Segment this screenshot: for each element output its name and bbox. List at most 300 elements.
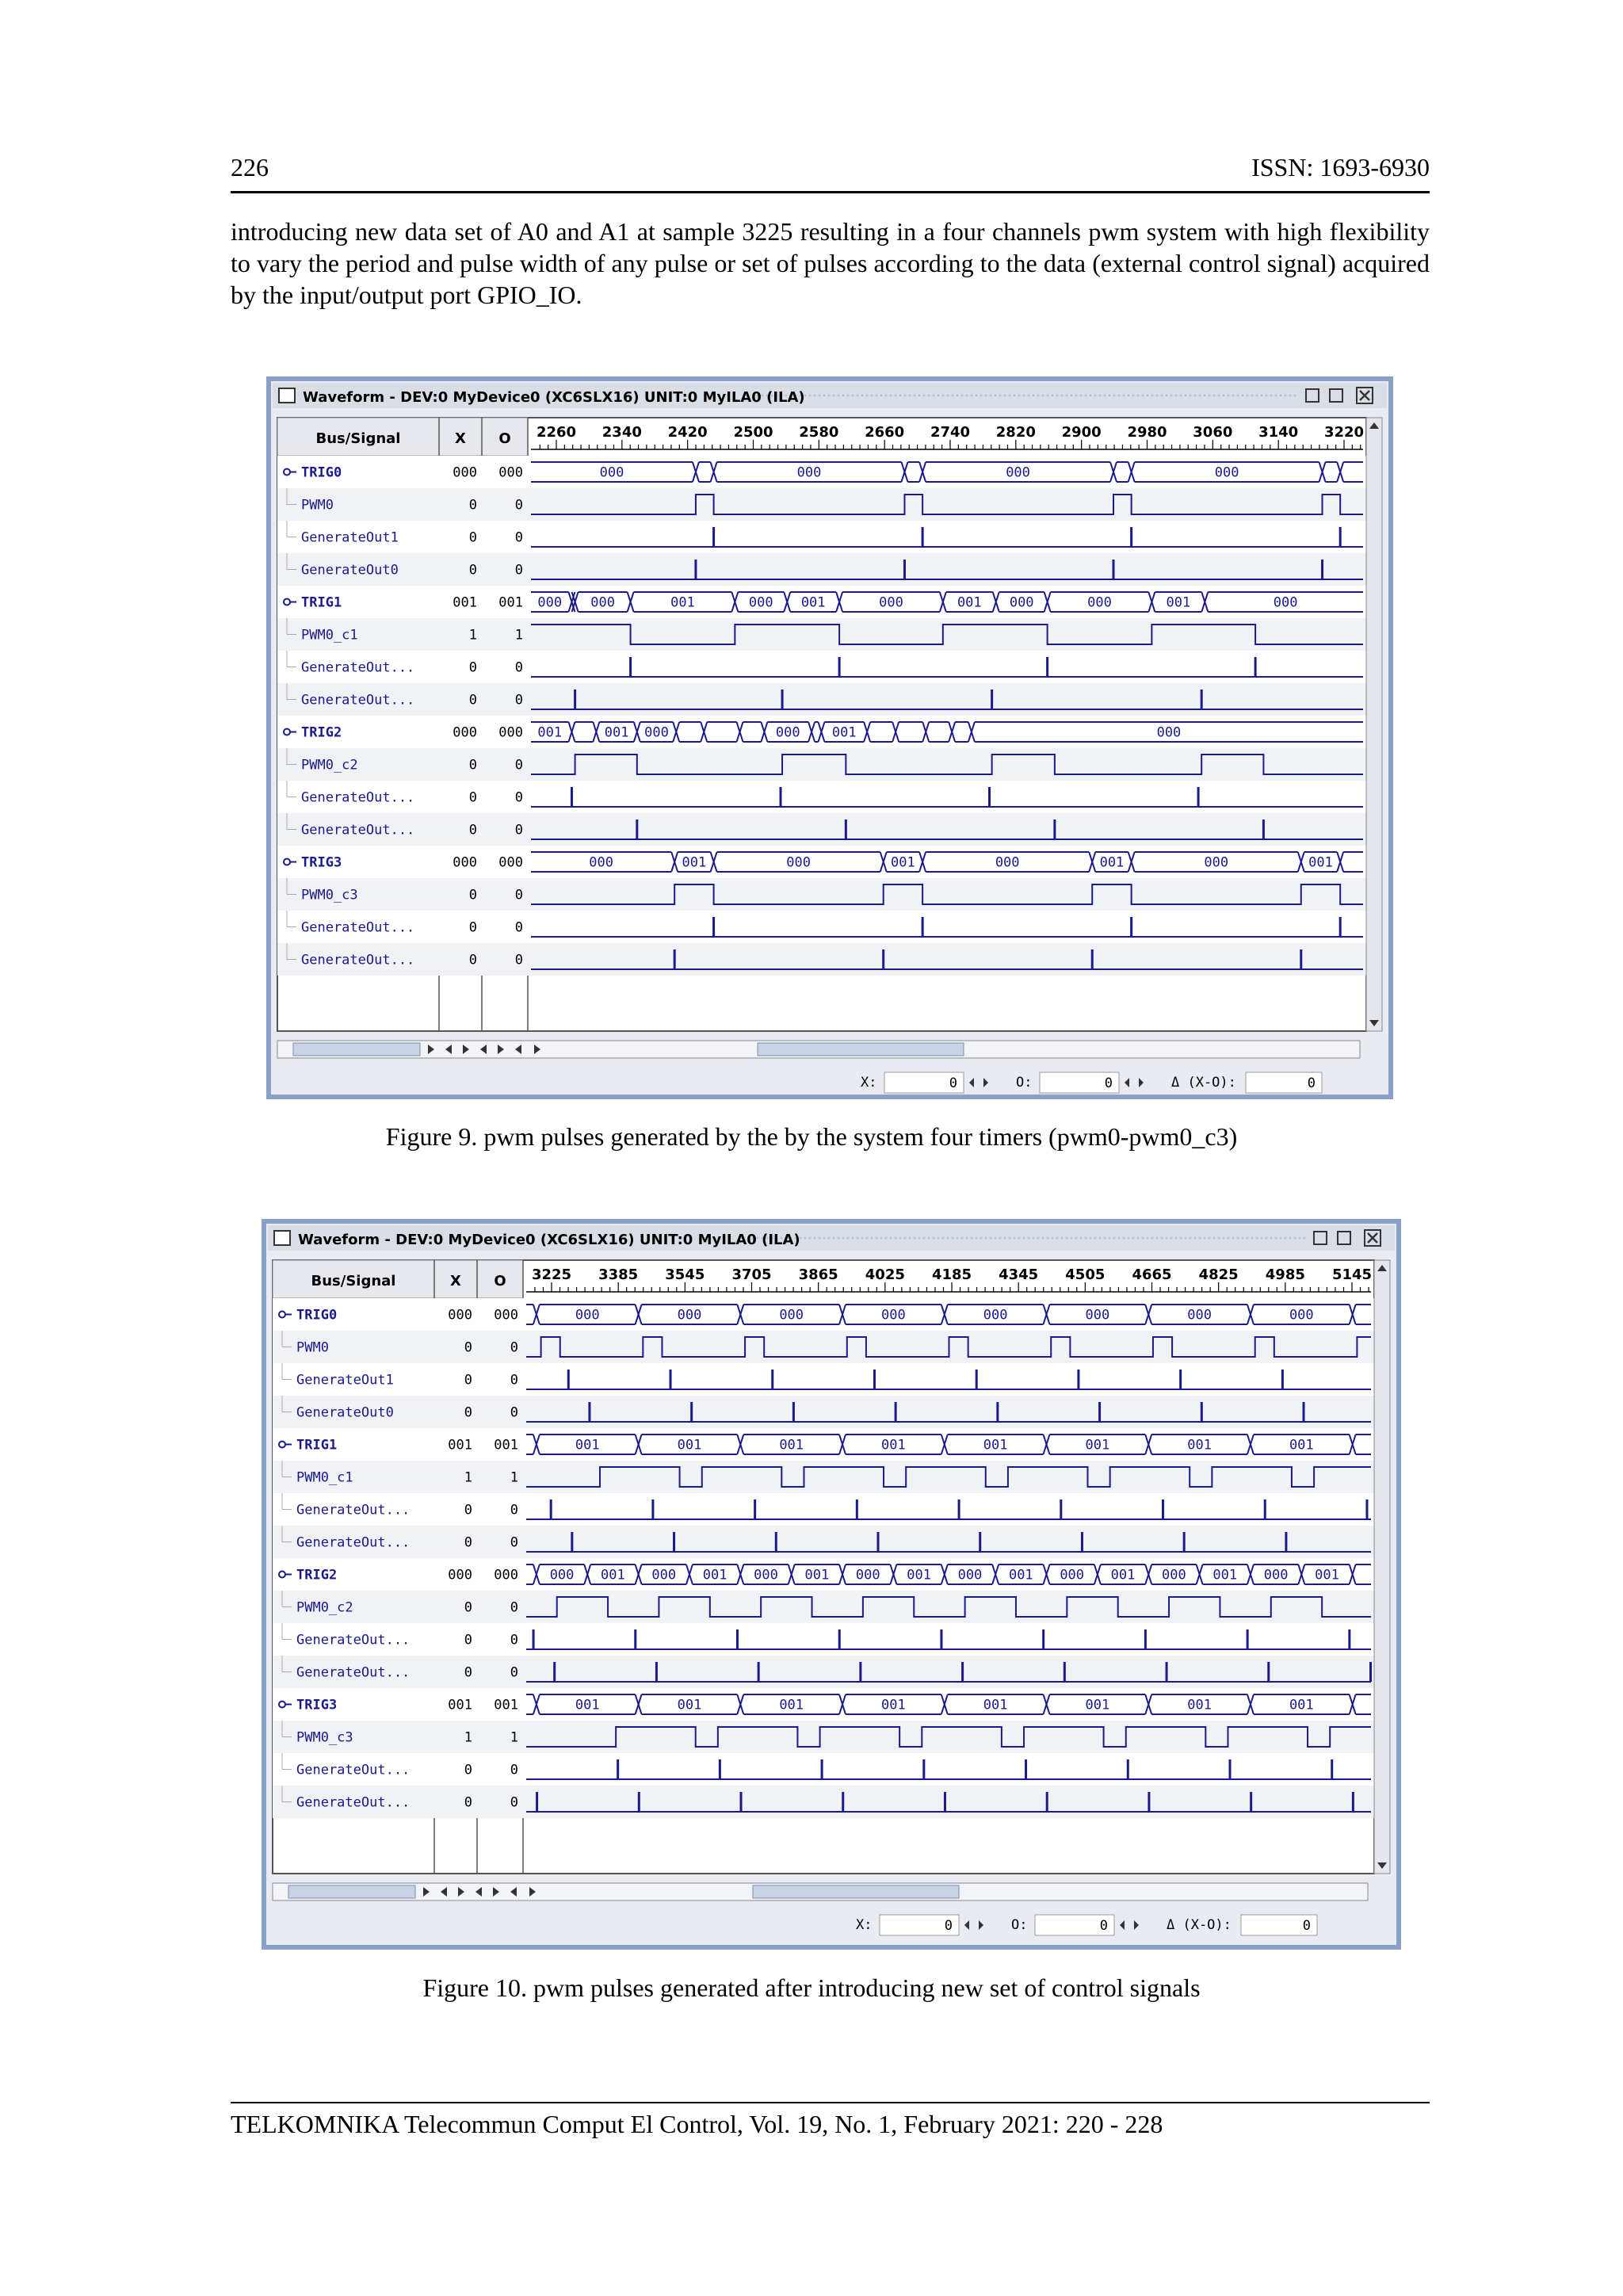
title-bar-grip <box>1213 395 1216 397</box>
title-bar-grip <box>1237 395 1239 397</box>
signal-name[interactable]: PWM0_c2 <box>296 1599 353 1616</box>
title-bar-grip <box>833 395 835 397</box>
bus-value-label: 001 <box>575 1437 600 1454</box>
title-bar-grip <box>1033 395 1035 397</box>
signal-o-value: 0 <box>514 562 523 579</box>
tick-label: 4505 <box>1065 1266 1106 1283</box>
title-bar-grip <box>914 1237 916 1240</box>
signal-name[interactable]: TRIG2 <box>301 724 342 741</box>
bus-value-label: 000 <box>575 1307 600 1324</box>
signal-o-value: 000 <box>498 854 523 871</box>
title-bar-grip <box>1285 395 1287 397</box>
title-bar-grip <box>819 1237 821 1240</box>
title-bar-grip <box>1161 1237 1163 1240</box>
bus-value-label: 000 <box>549 1567 575 1584</box>
bus-value-label: 000 <box>796 464 822 481</box>
signal-row <box>277 651 1366 683</box>
signal-name[interactable]: PWM0_c1 <box>296 1469 353 1486</box>
title-bar-grip <box>1113 1237 1116 1240</box>
title-bar-grip <box>823 1237 826 1240</box>
title-bar-grip <box>1099 395 1102 397</box>
title-bar-grip <box>814 1237 816 1240</box>
waveform-window-icon <box>274 1231 290 1245</box>
bus-value-label: 000 <box>1263 1567 1289 1584</box>
signal-row <box>277 911 1366 943</box>
title-bar-grip <box>985 395 987 397</box>
title-bar-grip <box>838 395 840 397</box>
signal-x-value: 0 <box>468 952 477 968</box>
title-bar-grip <box>947 1237 949 1240</box>
name-scroll-thumb[interactable] <box>288 1885 415 1898</box>
bus-value-label: 001 <box>831 724 857 741</box>
tick-label: 2340 <box>601 424 642 441</box>
title-bar-grip <box>1194 1237 1197 1240</box>
title-bar-grip <box>1251 395 1254 397</box>
title-bar-grip <box>928 395 930 397</box>
title-bar-grip <box>1004 395 1006 397</box>
title-bar-grip <box>1151 1237 1154 1240</box>
title-bar-grip <box>1123 395 1125 397</box>
title-bar-grip <box>1071 395 1073 397</box>
title-bar-grip <box>918 395 921 397</box>
delta-label: Δ (X-O): <box>1167 1917 1232 1933</box>
bus-value-label: 001 <box>1085 1437 1110 1454</box>
signal-x-value: 1 <box>464 1469 472 1486</box>
title-bar-grip <box>1009 395 1011 397</box>
title-bar-grip <box>880 1237 883 1240</box>
title-bar-grip <box>1251 1237 1254 1240</box>
title-bar-grip <box>1275 395 1277 397</box>
title-bar-grip <box>1304 1237 1306 1240</box>
title-bar-grip <box>1161 395 1163 397</box>
bus-value-label: 000 <box>1006 464 1030 481</box>
title-bar-grip <box>966 395 968 397</box>
title-bar-grip <box>1242 1237 1244 1240</box>
signal-row <box>273 1396 1374 1428</box>
journal-issn: ISSN: 1693-6930 <box>1251 153 1430 181</box>
signal-x-value: 000 <box>453 724 477 741</box>
signal-o-value: 000 <box>494 1567 518 1584</box>
signal-name[interactable]: TRIG3 <box>296 1697 338 1713</box>
bus-value-label: 001 <box>804 1567 830 1584</box>
title-bar-grip <box>1137 1237 1140 1240</box>
bus-value-label: 000 <box>1273 594 1298 611</box>
signal-o-value: 001 <box>498 594 523 611</box>
signal-name[interactable]: GenerateOut... <box>301 789 415 806</box>
signal-name[interactable]: GenerateOut1 <box>301 529 399 546</box>
column-header-o[interactable]: O <box>494 1273 506 1289</box>
signal-name[interactable]: GenerateOut... <box>301 822 415 839</box>
signal-o-value: 0 <box>514 757 523 774</box>
signal-row <box>277 846 1366 878</box>
title-bar-grip <box>942 1237 945 1240</box>
bus-value-label: 000 <box>879 594 903 611</box>
title-bar-grip <box>918 1237 921 1240</box>
title-bar-grip <box>909 1237 911 1240</box>
title-bar-grip <box>1270 1237 1273 1240</box>
title-bar-grip <box>852 1237 854 1240</box>
waveform-window-icon <box>279 388 295 403</box>
title-bar-grip <box>1209 1237 1211 1240</box>
tick-label: 2260 <box>536 424 577 441</box>
signal-name[interactable]: PWM0 <box>296 1339 329 1356</box>
signal-name[interactable]: GenerateOut1 <box>296 1372 394 1389</box>
title-bar-grip <box>1137 395 1140 397</box>
title-bar-grip <box>1056 395 1059 397</box>
signal-name[interactable]: TRIG0 <box>301 464 342 481</box>
bus-value-label: 000 <box>775 724 800 741</box>
signal-row <box>273 1786 1374 1818</box>
bus-value-label: 001 <box>779 1437 804 1454</box>
title-bar-grip <box>885 395 888 397</box>
waveform-svg <box>262 1219 1401 1950</box>
signal-x-value: 000 <box>453 854 477 871</box>
title-bar-grip <box>980 395 983 397</box>
title-bar-grip <box>1185 395 1187 397</box>
vertical-scrollbar[interactable] <box>1366 418 1382 1031</box>
delta-value: 0 <box>1302 1918 1311 1934</box>
title-bar-grip <box>842 1237 845 1240</box>
signal-o-value: 0 <box>510 1534 518 1551</box>
signal-name[interactable]: GenerateOut... <box>301 659 415 676</box>
bus-value-label: 001 <box>881 1697 906 1713</box>
bus-value-label: 001 <box>604 724 629 741</box>
tick-label: 4025 <box>865 1266 905 1283</box>
title-bar-grip <box>1294 395 1296 397</box>
column-header-row <box>277 418 528 456</box>
signal-name[interactable]: GenerateOut0 <box>296 1404 394 1421</box>
title-bar-grip <box>1166 1237 1168 1240</box>
title-bar-grip <box>1052 395 1054 397</box>
title-bar-grip <box>1266 1237 1268 1240</box>
signal-name[interactable]: GenerateOut... <box>301 952 415 968</box>
column-header-bus-signal[interactable]: Bus/Signal <box>311 1273 396 1289</box>
signal-name[interactable]: PWM0_c1 <box>301 627 358 644</box>
bus-value-label: 001 <box>1315 1567 1339 1584</box>
signal-name[interactable]: TRIG0 <box>296 1307 338 1324</box>
title-bar-grip <box>1266 395 1268 397</box>
tick-label: 3705 <box>731 1266 772 1283</box>
title-bar-grip <box>1237 1237 1239 1240</box>
title-bar-grip <box>1042 1237 1044 1240</box>
signal-o-value: 0 <box>514 529 523 546</box>
bus-value-label: 001 <box>907 1567 931 1584</box>
signal-o-value: 001 <box>494 1697 518 1713</box>
title-bar-grip <box>1166 395 1168 397</box>
column-header-row <box>273 1260 523 1298</box>
signal-name[interactable]: GenerateOut... <box>296 1664 411 1681</box>
tick-label: 3225 <box>531 1266 572 1283</box>
signal-x-value: 0 <box>468 562 477 579</box>
bus-value-label: 001 <box>575 1697 600 1713</box>
title-bar-grip <box>1280 395 1282 397</box>
title-bar-grip <box>838 1237 840 1240</box>
tick-label: 2500 <box>733 424 773 441</box>
title-bar-grip <box>1232 1237 1235 1240</box>
signal-name[interactable]: GenerateOut... <box>296 1762 411 1778</box>
x-cursor-label: X: <box>861 1075 877 1091</box>
name-scroll-thumb[interactable] <box>293 1043 420 1056</box>
title-bar-grip <box>1156 1237 1159 1240</box>
signal-name[interactable]: GenerateOut... <box>296 1534 411 1551</box>
signal-row <box>273 1623 1374 1656</box>
o-cursor-label: O: <box>1011 1917 1028 1933</box>
title-bar-grip <box>1118 1237 1121 1240</box>
signal-name[interactable]: PWM0 <box>301 497 334 514</box>
bus-value-label: 001 <box>702 1567 727 1584</box>
title-bar-grip <box>1228 395 1230 397</box>
title-bar-grip <box>1104 1237 1106 1240</box>
tick-label: 3140 <box>1258 424 1299 441</box>
signal-name[interactable]: TRIG1 <box>301 594 342 611</box>
tick-label: 5145 <box>1331 1266 1373 1283</box>
title-bar-grip <box>1080 1237 1083 1240</box>
title-bar-grip <box>1213 1237 1216 1240</box>
title-bar-grip <box>1090 1237 1092 1240</box>
signal-x-value: 0 <box>464 1534 472 1551</box>
title-bar-grip <box>1180 1237 1182 1240</box>
signal-name[interactable]: PWM0_c3 <box>296 1729 353 1746</box>
title-bar-grip <box>1170 1237 1173 1240</box>
title-bar-grip <box>1071 1237 1073 1240</box>
figure-9-caption: Figure 9. pwm pulses generated by the by the system four timers (pwm0-pwm0_c3) <box>385 1122 1238 1151</box>
title-bar-grip <box>866 395 869 397</box>
bus-value-label: 000 <box>855 1567 880 1584</box>
bus-value-label: 000 <box>537 594 563 611</box>
tick-label: 4825 <box>1198 1266 1239 1283</box>
bus-value-label: 000 <box>1009 594 1034 611</box>
signal-row <box>273 1526 1374 1558</box>
title-bar-grip <box>947 395 949 397</box>
tick-label: 4665 <box>1132 1266 1172 1283</box>
signal-row <box>277 553 1366 586</box>
signal-name[interactable]: GenerateOut0 <box>301 562 399 579</box>
signal-o-value: 1 <box>514 627 523 644</box>
signal-x-value: 1 <box>464 1729 472 1746</box>
title-bar-grip <box>1061 395 1064 397</box>
signal-name[interactable]: PWM0_c3 <box>301 887 358 904</box>
title-bar-grip <box>938 1237 940 1240</box>
x-cursor-value: 0 <box>949 1075 957 1091</box>
bus-value-label: 000 <box>651 1567 677 1584</box>
tick-label: 2660 <box>865 424 905 441</box>
title-bar-grip <box>809 395 812 397</box>
delta-label: Δ (X-O): <box>1171 1075 1236 1091</box>
title-bar-grip <box>1037 395 1040 397</box>
title-bar-grip <box>1199 395 1201 397</box>
title-bar-grip <box>1223 395 1225 397</box>
tick-label: 3385 <box>598 1266 639 1283</box>
column-header-x[interactable]: X <box>450 1273 461 1289</box>
tick-label: 2580 <box>799 424 839 441</box>
bus-value-label: 001 <box>1085 1697 1110 1713</box>
title-bar-grip <box>866 1237 869 1240</box>
title-bar-grip <box>1247 395 1249 397</box>
title-bar-grip <box>1047 1237 1049 1240</box>
bus-value-label: 001 <box>1187 1697 1212 1713</box>
title-bar-grip <box>990 395 992 397</box>
signal-x-value: 0 <box>468 497 477 514</box>
signal-o-value: 0 <box>514 822 523 839</box>
title-bar-grip <box>995 395 997 397</box>
title-bar-grip <box>1218 395 1220 397</box>
wave-scroll-thumb[interactable] <box>758 1043 964 1056</box>
title-bar-grip <box>1190 1237 1192 1240</box>
bus-value-label: 001 <box>1187 1437 1212 1454</box>
title-bar-grip <box>957 1237 959 1240</box>
title-bar-grip <box>923 1237 926 1240</box>
title-bar-grip <box>990 1237 992 1240</box>
signal-x-value: 0 <box>468 692 477 709</box>
signal-name[interactable]: TRIG3 <box>301 854 342 871</box>
title-bar-grip <box>928 1237 930 1240</box>
bus-value-label: 001 <box>881 1437 906 1454</box>
title-bar-grip <box>971 1237 973 1240</box>
title-bar-grip <box>1199 1237 1201 1240</box>
signal-name[interactable]: GenerateOut... <box>296 1794 411 1811</box>
signal-o-value: 0 <box>510 1502 518 1519</box>
title-bar-grip <box>985 1237 987 1240</box>
bus-value-label: 000 <box>995 854 1020 871</box>
signal-x-value: 0 <box>464 1664 472 1681</box>
title-bar-grip <box>952 395 954 397</box>
page-footer: TELKOMNIKA Telecommun Comput El Control, Vol. 19, No. 1, February 2021: 220 - 228 <box>231 2110 1163 2138</box>
signal-name[interactable]: GenerateOut... <box>296 1502 411 1519</box>
column-header-x[interactable]: X <box>455 430 466 447</box>
signal-row <box>273 1363 1374 1396</box>
title-bar-grip <box>899 1237 902 1240</box>
title-bar-grip <box>1094 395 1097 397</box>
signal-o-value: 0 <box>510 1794 518 1811</box>
signal-row <box>277 813 1366 846</box>
title-bar-grip <box>828 1237 831 1240</box>
column-header-bus-signal[interactable]: Bus/Signal <box>315 430 401 447</box>
title-bar-grip <box>852 395 854 397</box>
tick-label: 2900 <box>1061 424 1102 441</box>
signal-row <box>277 748 1366 781</box>
title-bar-grip <box>961 395 964 397</box>
signal-o-value: 0 <box>514 919 523 936</box>
title-bar-grip <box>857 1237 859 1240</box>
title-bar-grip <box>938 395 940 397</box>
bus-value-label: 001 <box>1110 1567 1136 1584</box>
wave-scroll-thumb[interactable] <box>753 1885 959 1898</box>
title-bar-grip <box>1294 1237 1296 1240</box>
title-bar-grip <box>871 395 873 397</box>
signal-row <box>277 878 1366 911</box>
bus-value-label: 001 <box>1289 1437 1314 1454</box>
bus-value-label: 001 <box>677 1697 702 1713</box>
title-bar-grip <box>1261 1237 1263 1240</box>
signal-row <box>273 1331 1374 1363</box>
title-bar-grip <box>1204 395 1206 397</box>
title-bar-grip <box>1132 1237 1135 1240</box>
bus-value-label: 001 <box>1166 594 1191 611</box>
tick-label: 2820 <box>995 424 1036 441</box>
bus-value-label: 001 <box>957 594 982 611</box>
tick-label: 2980 <box>1127 424 1167 441</box>
signal-o-value: 0 <box>510 1664 518 1681</box>
signal-name[interactable]: PWM0_c2 <box>301 757 358 774</box>
signal-o-value: 0 <box>514 659 523 676</box>
tick-label: 3865 <box>798 1266 838 1283</box>
header-rule <box>231 191 1430 193</box>
title-bar-grip <box>876 395 878 397</box>
bus-value-label: 001 <box>677 1437 702 1454</box>
signal-o-value: 0 <box>510 1762 518 1778</box>
title-bar-grip <box>1247 1237 1249 1240</box>
o-cursor-value: 0 <box>1104 1075 1113 1091</box>
title-bar-grip <box>1109 1237 1111 1240</box>
title-bar-grip <box>914 395 916 397</box>
bus-value-label: 000 <box>1085 1307 1110 1324</box>
bus-value-label: 000 <box>1162 1567 1186 1584</box>
vertical-scrollbar[interactable] <box>1374 1260 1390 1874</box>
title-bar-grip <box>1270 395 1273 397</box>
title-bar-grip <box>966 1237 968 1240</box>
title-bar-grip <box>1014 395 1016 397</box>
title-bar-grip <box>1209 395 1211 397</box>
title-bar-grip <box>804 1237 807 1240</box>
signal-x-value: 0 <box>464 1502 472 1519</box>
signal-o-value: 0 <box>514 497 523 514</box>
signal-o-value: 0 <box>510 1599 518 1616</box>
signal-x-value: 0 <box>464 1762 472 1778</box>
title-bar-grip <box>847 395 850 397</box>
signal-x-value: 000 <box>448 1307 472 1324</box>
title-bar-grip <box>957 395 959 397</box>
title-bar-grip <box>823 395 826 397</box>
signal-x-value: 001 <box>448 1437 472 1454</box>
title-bar-grip <box>1280 1237 1282 1240</box>
title-bar-grip <box>1180 395 1182 397</box>
title-bar-grip <box>833 1237 835 1240</box>
title-bar-grip <box>1223 1237 1225 1240</box>
title-bar-grip <box>1142 395 1144 397</box>
figure-9-waveform-window <box>266 376 1393 1099</box>
title-bar-grip <box>1113 395 1116 397</box>
signal-o-value: 000 <box>498 724 523 741</box>
signal-x-value: 0 <box>464 1599 472 1616</box>
bus-value-label: 000 <box>1156 724 1182 741</box>
bus-value-label: 000 <box>1214 464 1239 481</box>
bus-value-label: 001 <box>983 1697 1008 1713</box>
signal-name[interactable]: TRIG2 <box>296 1567 338 1584</box>
title-bar-grip <box>999 1237 1002 1240</box>
bus-value-label: 001 <box>601 1567 625 1584</box>
title-bar-grip <box>1256 1237 1258 1240</box>
waveform-svg <box>266 376 1393 1099</box>
signal-o-value: 0 <box>510 1404 518 1421</box>
tick-label: 3545 <box>665 1266 705 1283</box>
title-bar-grip <box>880 395 883 397</box>
signal-name[interactable]: GenerateOut... <box>301 692 415 709</box>
signal-name[interactable]: GenerateOut... <box>296 1632 411 1648</box>
title-bar-grip <box>890 395 892 397</box>
bus-value-label: 000 <box>881 1307 906 1324</box>
title-bar-grip <box>909 395 911 397</box>
title-bar-grip <box>942 395 945 397</box>
title-bar-grip <box>995 1237 997 1240</box>
column-header-o[interactable]: O <box>498 430 511 447</box>
signal-name[interactable]: TRIG1 <box>296 1437 338 1454</box>
window-title: Waveform - DEV:0 MyDevice0 (XC6SLX16) UNIT:0 MyILA0 (ILA) <box>303 389 805 406</box>
title-bar-grip <box>1052 1237 1054 1240</box>
title-bar-grip <box>828 395 831 397</box>
bus-value-label: 000 <box>677 1307 702 1324</box>
signal-x-value: 0 <box>468 789 477 806</box>
signal-name[interactable]: GenerateOut... <box>301 919 415 936</box>
